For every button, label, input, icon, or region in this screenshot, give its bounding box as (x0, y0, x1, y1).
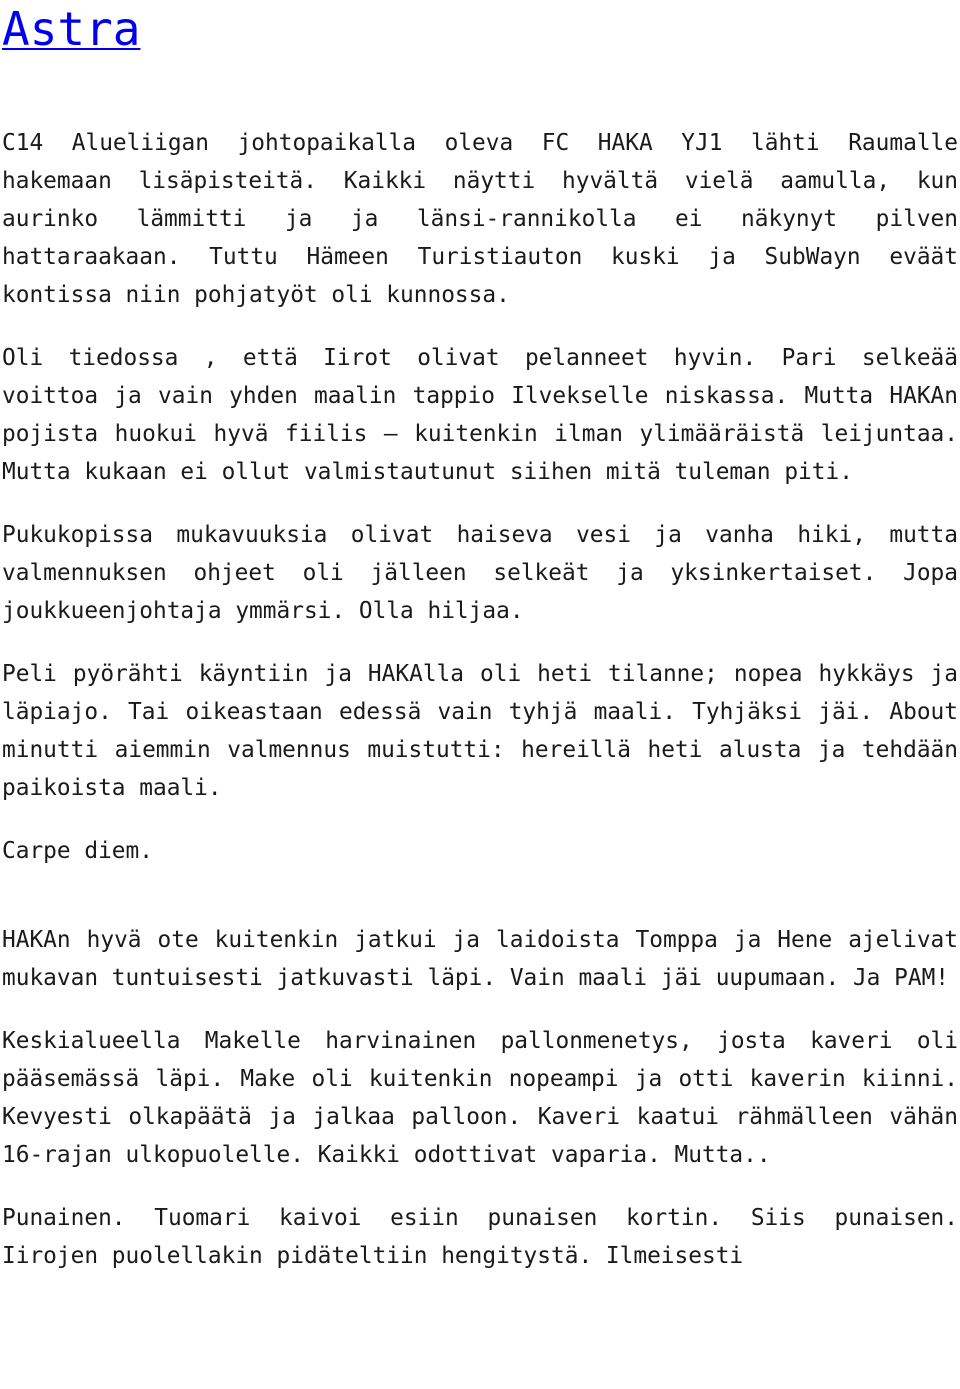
page (2, 0, 958, 1300)
post-body (2, 124, 958, 1275)
paragraph: Peli pyörähti käyntiin ja HAKAlla oli heti tilanne; nopea hykkäys ja läpiajo. Tai oikeastaan edessä vain tyhjä maali. Tyhjäksi jäi. About minutti aiemmin valmennus muistutti: hereillä heti alusta ja tehdään paikoista maali. (2, 661, 958, 801)
paragraph: Pukukopissa mukavuuksia olivat haiseva vesi ja vanha hiki, mutta valmennuksen ohjeet oli jälleen selkeät ja yksinkertaiset. Jopa joukkueenjohtaja ymmärsi. Olla hiljaa. (2, 522, 958, 624)
paragraph: Carpe diem. (2, 838, 153, 864)
paragraph: Punainen. Tuomari kaivoi esiin punaisen kortin. Siis punaisen. Iirojen puolellakin pidäteltiin hengitystä. Ilmeisesti (2, 1205, 958, 1269)
paragraph: Keskialueella Makelle harvinainen pallonmenetys, josta kaveri oli pääsemässä läpi. Make oli kuitenkin nopeampi ja otti kaverin kiinni. Kevyesti olkapäätä ja jalkaa palloon. Kaveri kaatui rähmälleen vähän 16-rajan ulkopuolelle. Kaikki odottivat vaparia. Mutta.. (2, 1028, 958, 1168)
paragraph: HAKAn hyvä ote kuitenkin jatkui ja laidoista Tomppa ja Hene ajelivat mukavan tuntuisesti jatkuvasti läpi. Vain maali jäi uupumaan. Ja PAM! (2, 927, 958, 991)
post-title (2, 0, 958, 58)
post-title-link[interactable]: Astra (2, 2, 141, 56)
paragraph: C14 Alueliigan johtopaikalla oleva FC HAKA YJ1 lähti Raumalle hakemaan lisäpisteitä. Kaikki näytti hyvältä vielä aamulla, kun aurinko lämmitti ja ja länsi-rannikolla ei näkynyt pilven hattaraakaan. Tuttu Hämeen Turistiauton kuski ja SubWayn eväät kontissa niin pohjatyöt oli kunnossa. (2, 130, 958, 308)
paragraph: Oli tiedossa , että Iirot olivat pelanneet hyvin. Pari selkeää voittoa ja vain yhden maalin tappio Ilvekselle niskassa. Mutta HAKAn pojista huokui hyvä fiilis – kuitenkin ilman ylimääräistä leijuntaa. Mutta kukaan ei ollut valmistautunut siihen mitä tuleman piti. (2, 345, 958, 485)
